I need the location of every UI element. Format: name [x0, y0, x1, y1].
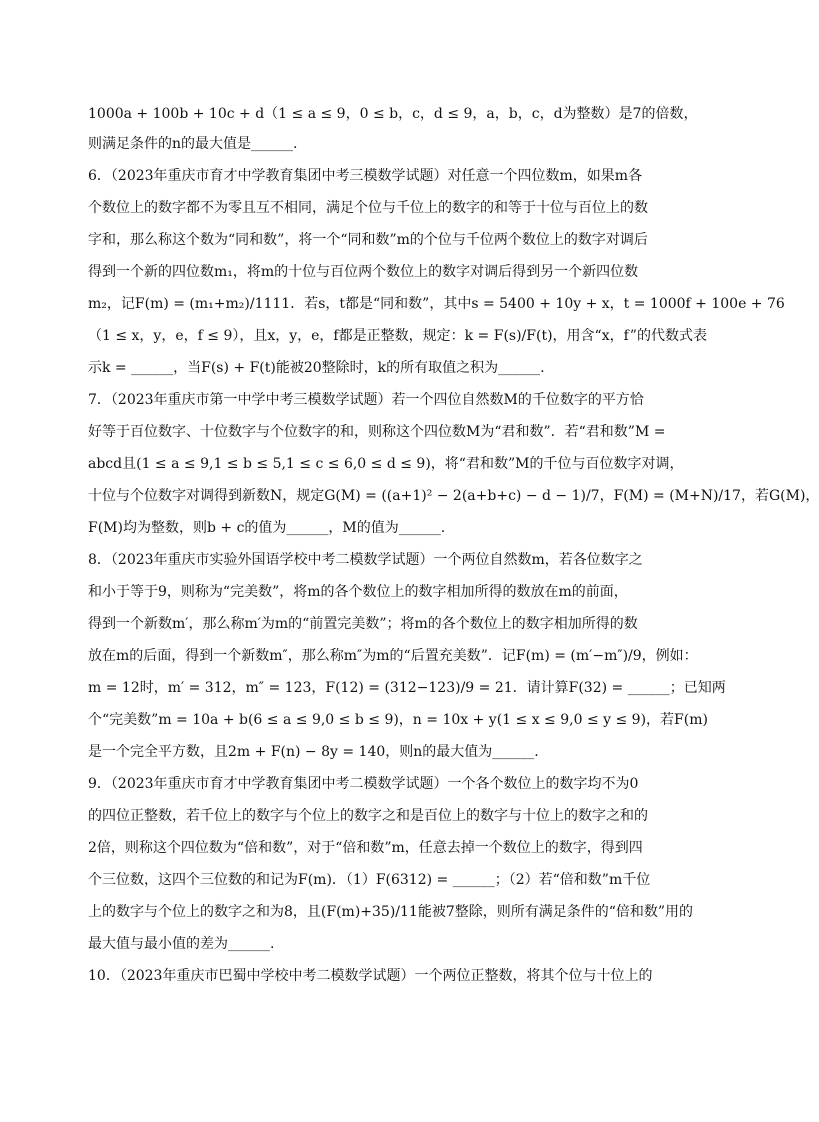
text-line: m₂，记F(m) = (m₁+m₂)/1111．若s，t都是“同和数”，其中s = 5400 + 10y + x，t = 1000f + 100e + 76	[88, 296, 785, 312]
text-line: 的四位正整数，若千位上的数字与个位上的数字之和是百位上的数字与十位上的数字之和的	[88, 808, 648, 824]
text-line: 2倍，则称这个四位数为“倍和数”，对于“倍和数”m，任意去掉一个数位上的数字，得到四	[88, 840, 643, 856]
problem-10-heading: 10．（2023年重庆市巴蜀中学校中考二模数学试题）一个两位正整数，将其个位与十位上的	[88, 968, 653, 984]
text-line: 上的数字与个位上的数字之和为8，且(F(m)+35)/11能被7整除，则所有满足条件的“倍和数”用的	[88, 904, 694, 920]
text-line: 最大值与最小值的差为______.	[88, 936, 275, 952]
text-line: 1000a + 100b + 10c + d（1 ≤ a ≤ 9，0 ≤ b，c，d ≤ 9，a，b，c，d为整数）是7的倍数，	[88, 106, 698, 122]
text-line: 则满足条件的n的最大值是______.	[88, 136, 298, 152]
text-line: 和小于等于9，则称为“完美数”，将m的各个数位上的数字相加所得的数放在m的前面，	[88, 584, 628, 600]
text-line: m = 12时，m′ = 312，m″ = 123，F(12) = (312−123)/9 = 21．请计算F(32) = ______；已知两	[88, 680, 726, 696]
text-line: F(M)均为整数，则b + c的值为______，M的值为______.	[88, 520, 446, 536]
text-line: 十位与个位数字对调得到新数N，规定G(M) = ((a+1)² − 2(a+b+c) − d − 1)/7，F(M) = (M+N)/17，若G(M)，	[88, 488, 819, 504]
text-line: 字和，那么称这个数为“同和数”，将一个“同和数”m的个位与千位两个数位上的数字对调后	[88, 232, 648, 248]
text-line: 个“完美数”m = 10a + b(6 ≤ a ≤ 9,0 ≤ b ≤ 9)，n = 10x + y(1 ≤ x ≤ 9,0 ≤ y ≤ 9)，若F(m)	[88, 712, 708, 728]
text-line: 是一个完全平方数，且2m + F(n) − 8y = 140，则n的最大值为______.	[88, 744, 539, 760]
problem-6-heading: 6．（2023年重庆市育才中学教育集团中考三模数学试题）对任意一个四位数m，如果m各	[88, 168, 643, 184]
text-line: 好等于百位数字、十位数字与个位数字的和，则称这个四位数M为“君和数”．若“君和数”M =	[88, 424, 666, 440]
text-line: 得到一个新数m′，那么称m′为m的“前置完美数”；将m的各个数位上的数字相加所得的数	[88, 616, 638, 632]
problem-9-heading: 9．（2023年重庆市育才中学教育集团中考二模数学试题）一个各个数位上的数字均不为0	[88, 776, 639, 792]
text-line: 示k = ______，当F(s) + F(t)能被20整除时，k的所有取值之积为______.	[88, 360, 545, 376]
text-line: （1 ≤ x，y，e，f ≤ 9），且x，y，e，f都是正整数，规定：k = F(s)/F(t)，用含“x，f”的代数式表	[88, 328, 707, 344]
text-line: 得到一个新的四位数m₁，将m的十位与百位两个数位上的数字对调后得到另一个新四位数	[88, 264, 639, 280]
text-line: 个三位数，这四个三位数的和记为F(m)．（1）F(6312) = ______；（2）若“倍和数”m千位	[88, 872, 651, 888]
problem-7-heading: 7．（2023年重庆市第一中学中考三模数学试题）若一个四位自然数M的千位数字的平方恰	[88, 392, 644, 408]
text-line: 放在m的后面，得到一个新数m″，那么称m″为m的“后置充美数”．记F(m) = (m′−m″)/9，例如：	[88, 648, 698, 664]
text-line: 个数位上的数字都不为零且互不相同，满足个位与千位上的数字的和等于十位与百位上的数	[88, 200, 648, 216]
text-line: abcd且(1 ≤ a ≤ 9,1 ≤ b ≤ 5,1 ≤ c ≤ 6,0 ≤ d ≤ 9)，将“君和数”M的千位与百位数字对调，	[88, 456, 684, 472]
problem-8-heading: 8．（2023年重庆市实验外国语学校中考二模数学试题）一个两位自然数m，若各位数字之	[88, 552, 643, 568]
